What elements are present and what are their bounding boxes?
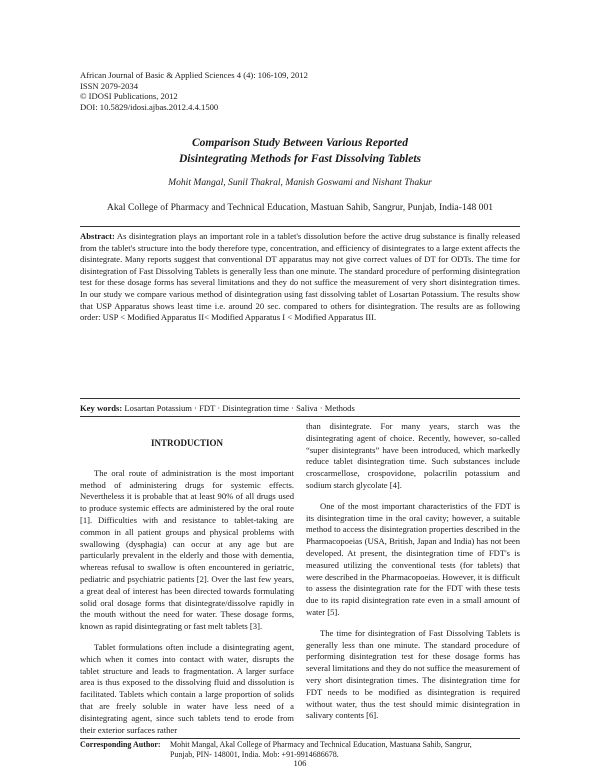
authors: Mohit Mangal, Sunil Thakral, Manish Goswami and Nishant Thakur — [168, 177, 432, 188]
copyright: © IDOSI Publications, 2012 — [80, 91, 178, 102]
abstract — [80, 231, 520, 324]
title-line-2: Disintegrating Methods for Fast Dissolving Tablets — [178, 153, 422, 165]
keywords-bottom-rule — [80, 416, 520, 417]
issn: ISSN 2079-2034 — [80, 80, 139, 91]
corresponding-author-line-1: Mohit Mangal, Akal College of Pharmacy and Technical Education, Mastuana Sahib, Sangrur, — [170, 740, 472, 749]
intro-paragraph-5: The time for disintegration of Fast Dissolving Tablets is generally less than one minute. The standard procedure of performing disintegration test for these dosage forms has several limitations and they do not suffice the measurement of very short disintegration times. The disintegration time for FDT needs to be modified as disintegration is required without water, thus the test should mimic disintegration in salivary contents [6]. — [306, 627, 520, 721]
article-title — [0, 135, 600, 167]
intro-paragraph-2: Tablet formulations often include a disintegrating agent, which when it comes into contact with water, disrupts the tablet structure and leads to fragmentation. A larger surface area is thus exposed to the dissolving fluid and dissolution is facilitated. Tablets which contain a large proportion of solids that are freely soluble in water have less need of a disintegrating agent, since such tablets tend to erode from their exterior surfaces rather — [80, 641, 294, 735]
abstract-label: Abstract: — [80, 231, 115, 241]
corresponding-author-label: Corresponding Author: — [80, 740, 161, 749]
keywords — [80, 403, 520, 414]
intro-paragraph-3: than disintegrate. For many years, starch was the disintegrating agent of choice. Recently, however, so-called “super disintegrants” have been introduced, which markedly reduce tablet disintegration time. Such substances include croscarmellose, crospovidone, polacrilin potassium and sodium starch glycolate [4]. — [306, 421, 520, 490]
footer-rule — [80, 738, 520, 739]
affiliation: Akal College of Pharmacy and Technical Education, Mastuan Sahib, Sangrur, Punjab, India-148 001 — [106, 202, 494, 213]
journal-header — [80, 70, 308, 112]
intro-paragraph-4: One of the most important characteristics of the FDT is its disintegration time in the oral cavity; however, a suitable method to access the disintegration properties described in the Pharmacopoeias (USA, British, Japan and India) has not been developed. At present, the disintegration time of FDT's is measured utilizing the conventional tests (for tablets) that were described in the Pharmacopoeias. However, it is difficult to assess the disintegration rate for the FDT with these tests due to its rapid disintegration rate even in a small amount of water [5]. — [306, 500, 520, 617]
abstract-top-rule — [80, 226, 520, 227]
abstract-text: As disintegration plays an important role in a tablet's dissolution before the active drug substance is finally released from the tablet's structure into the body therefore type, concentration, and efficiency of disintegrates to a large extent affects the disintegrate. Many reports suggest that conventional DT apparatus may not give correct values of DT for ODTs. The time for disintegration of Fast Dissolving Tablets is generally less than one minute. The standard procedure of performing disintegration test for these dosage forms has several limitations and they do not suffice the measurement of very short disintegration times. In our study we compare various method of disintegration using fast dissolving tablet of Losartan Potassium. The results show that USP Apparatus shows least time i.e. around 20 sec. compared to others for disintegration. The results are as following order: USP < Modified Apparatus II< Modified Apparatus I < Modified Apparatus III. — [80, 231, 520, 323]
doi: DOI: 10.5829/idosi.ajbas.2012.4.4.1500 — [80, 101, 219, 112]
abstract-bottom-rule — [80, 398, 520, 399]
intro-paragraph-1: The oral route of administration is the most important method of administering drugs for systemic effects. Nevertheless it is probable that at least 90% of all drugs used to produce systemic effects are administered by the oral route [1]. Difficulties with and resistance to tablet-taking are common in all patient groups and physical problems with swallowing (dysphagia) can occur at any age but are particularly prevalent in the elderly and those with dementia, whereas refusal to swallow is often encountered in geriatric, pediatric and psychiatric patients [2]. Over the last few years, a great deal of interest has been directed towards formulating solid oral dosage forms that disintegrate/dissolve rapidly in the mouth without the need for water. These dosage forms, known as rapid disintegrating or fast melt tablets [3]. — [80, 467, 294, 632]
page-number: 106 — [293, 758, 307, 768]
left-column — [80, 420, 294, 736]
right-column — [306, 421, 520, 722]
journal-citation: African Journal of Basic & Applied Sciences 4 (4): 106-109, 2012 — [80, 70, 308, 80]
keywords-text: Losartan Potassium · FDT · Disintegration time · Saliva · Methods — [124, 403, 355, 413]
section-heading-introduction: INTRODUCTION — [150, 438, 223, 448]
corresponding-author-line-2: Punjab, PIN- 148001, India. Mob: +91-9914686678. — [170, 750, 339, 760]
title-line-1: Comparison Study Between Various Reported — [192, 137, 408, 149]
keywords-label: Key words: — [80, 403, 123, 413]
